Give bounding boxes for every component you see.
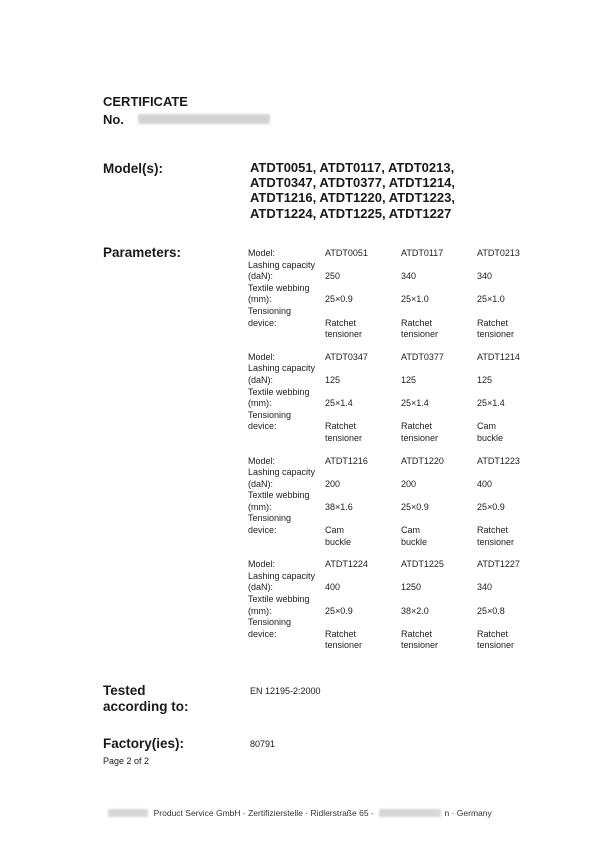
- parameter-value-cell: tensioner: [401, 640, 439, 651]
- parameter-row-label: Textile webbing: [248, 594, 310, 605]
- parameter-value-cell: [401, 387, 477, 399]
- parameter-value-cell: [477, 513, 547, 525]
- certificate-title: CERTIFICATE: [103, 94, 188, 109]
- parameter-value-cell: [325, 513, 401, 525]
- parameter-value-cell: 25×1.0: [401, 294, 429, 305]
- parameter-row-label: [248, 640, 325, 652]
- parameter-value-cell: [325, 594, 401, 606]
- parameter-value-cell: [325, 306, 401, 318]
- parameter-value-cell: Ratchet: [401, 628, 433, 639]
- models-line: ATDT0347, ATDT0377, ATDT1214,: [250, 175, 455, 191]
- parameter-row-label: (mm):: [248, 501, 272, 512]
- tested-label-line1: Tested: [103, 683, 146, 698]
- parameter-value-cell: [325, 283, 401, 295]
- parameter-value-cell: tensioner: [477, 536, 515, 547]
- parameter-value-cell: ATDT0213: [477, 248, 520, 258]
- models-label: Model(s):: [103, 161, 163, 176]
- parameter-value-cell: 25×1.4: [401, 398, 429, 409]
- tested-label: [103, 683, 189, 715]
- footer-text-part2: n · Germany: [444, 807, 492, 818]
- parameter-value-cell: Cam: [477, 421, 497, 432]
- parameter-row-label: [248, 537, 325, 549]
- parameter-value-cell: ATDT1216: [325, 455, 368, 466]
- parameter-block: [248, 352, 548, 445]
- parameter-value-cell: buckle: [477, 432, 504, 443]
- parameter-row-label: Tensioning: [248, 409, 292, 420]
- redacted-company-prefix: [108, 809, 148, 817]
- parameter-row-label: Tensioning: [248, 513, 292, 524]
- parameter-row-label: Model:: [248, 248, 276, 258]
- parameter-row-label: Tensioning: [248, 305, 292, 316]
- parameter-value-cell: 400: [477, 478, 493, 489]
- models-line: ATDT1216, ATDT1220, ATDT1223,: [250, 190, 455, 206]
- parameter-row-label: (mm):: [248, 605, 272, 616]
- parameter-row-label: (daN):: [248, 374, 274, 385]
- parameter-value-cell: [477, 571, 547, 583]
- footer-text-part1: Product Service GmbH · Zertifizierstelle · Ridlerstraße 65 ·: [153, 807, 374, 818]
- parameter-value-cell: ATDT1223: [477, 455, 520, 466]
- parameter-value-cell: Cam: [325, 525, 345, 536]
- parameter-value-cell: Ratchet: [477, 525, 509, 536]
- footer: [0, 807, 600, 818]
- parameter-value-cell: [477, 490, 547, 502]
- parameter-value-cell: [401, 467, 477, 479]
- parameter-value-cell: [477, 617, 547, 629]
- parameter-value-cell: tensioner: [325, 432, 363, 443]
- parameters-table: [248, 248, 548, 663]
- factory-label: Factory(ies):: [103, 736, 185, 751]
- parameter-value-cell: buckle: [401, 536, 428, 547]
- parameter-value-cell: 25×1.4: [325, 398, 353, 409]
- parameter-value-cell: 38×1.6: [325, 501, 353, 512]
- parameter-value-cell: [477, 260, 547, 272]
- parameter-value-cell: Ratchet: [325, 628, 357, 639]
- parameter-value-cell: [325, 410, 401, 422]
- parameter-row-label: (daN):: [248, 478, 274, 489]
- parameter-value-cell: 340: [477, 271, 493, 282]
- parameter-value-cell: 1250: [401, 582, 422, 593]
- page-number: Page 2 of 2: [103, 756, 150, 766]
- parameter-value-cell: [477, 467, 547, 479]
- parameter-value-cell: 25×0.8: [477, 605, 505, 616]
- parameter-value-cell: [401, 260, 477, 272]
- parameter-value-cell: Ratchet: [477, 628, 509, 639]
- parameter-value-cell: 25×0.9: [401, 501, 429, 512]
- parameter-row-label: (mm):: [248, 398, 272, 409]
- parameter-value-cell: [477, 306, 547, 318]
- parameter-value-cell: Cam: [401, 525, 421, 536]
- tested-label-line2: according to:: [103, 699, 189, 714]
- parameter-row-label: [248, 433, 325, 445]
- parameter-value-cell: [401, 513, 477, 525]
- parameter-row-label: device:: [248, 628, 277, 639]
- parameter-row-label: Textile webbing: [248, 282, 310, 293]
- parameter-value-cell: [401, 571, 477, 583]
- parameter-value-cell: 200: [401, 478, 417, 489]
- parameter-value-cell: ATDT0117: [401, 248, 444, 258]
- parameter-value-cell: [401, 490, 477, 502]
- parameter-value-cell: ATDT1220: [401, 455, 444, 466]
- parameter-value-cell: tensioner: [477, 640, 515, 651]
- parameter-value-cell: 125: [477, 374, 493, 385]
- parameter-value-cell: [401, 363, 477, 375]
- parameter-row-label: Model:: [248, 351, 276, 362]
- parameter-block: [248, 456, 548, 549]
- models-list: [250, 160, 550, 221]
- parameter-row-label: [248, 329, 325, 341]
- parameter-value-cell: ATDT1225: [401, 559, 444, 570]
- parameter-value-cell: [477, 594, 547, 606]
- parameter-row-label: (daN):: [248, 271, 274, 282]
- parameter-row-label: Lashing capacity: [248, 259, 316, 270]
- parameter-value-cell: [325, 260, 401, 272]
- redacted-city: [379, 809, 441, 817]
- parameter-value-cell: 125: [325, 374, 341, 385]
- parameter-row-label: Textile webbing: [248, 490, 310, 501]
- parameter-value-cell: [325, 571, 401, 583]
- parameter-value-cell: Ratchet: [401, 317, 433, 328]
- models-line: ATDT0051, ATDT0117, ATDT0213,: [250, 160, 455, 175]
- parameter-row-label: device:: [248, 421, 277, 432]
- parameter-value-cell: [325, 490, 401, 502]
- parameter-block: [248, 248, 548, 341]
- parameter-value-cell: tensioner: [401, 432, 439, 443]
- parameter-value-cell: 25×1.4: [477, 398, 505, 409]
- parameter-row-label: Model:: [248, 559, 276, 570]
- parameter-value-cell: [401, 410, 477, 422]
- parameter-row-label: Tensioning: [248, 617, 292, 628]
- parameter-value-cell: 125: [401, 374, 417, 385]
- parameter-row-label: device:: [248, 317, 277, 328]
- parameter-value-cell: 25×0.9: [325, 294, 353, 305]
- parameter-value-cell: [477, 283, 547, 295]
- parameter-value-cell: tensioner: [325, 640, 363, 651]
- parameter-value-cell: tensioner: [477, 329, 515, 340]
- parameter-value-cell: [401, 594, 477, 606]
- parameter-value-cell: [401, 306, 477, 318]
- parameter-row-label: Model:: [248, 455, 276, 466]
- factory-number: 80791: [250, 739, 276, 749]
- parameter-value-cell: [477, 387, 547, 399]
- tested-standard: EN 12195-2:2000: [250, 686, 321, 696]
- parameter-value-cell: 340: [401, 271, 417, 282]
- parameter-row-label: device:: [248, 525, 277, 536]
- parameter-value-cell: ATDT0347: [325, 351, 368, 362]
- parameter-value-cell: tensioner: [401, 329, 439, 340]
- parameter-value-cell: 340: [477, 582, 493, 593]
- parameter-row-label: (daN):: [248, 582, 274, 593]
- parameter-value-cell: ATDT0051: [325, 248, 368, 258]
- parameter-row-label: Lashing capacity: [248, 570, 316, 581]
- parameter-value-cell: tensioner: [325, 329, 363, 340]
- parameter-value-cell: [325, 363, 401, 375]
- parameter-row-label: Textile webbing: [248, 386, 310, 397]
- redacted-certificate-number: [138, 114, 270, 124]
- parameter-value-cell: 250: [325, 271, 341, 282]
- parameter-value-cell: Ratchet: [325, 317, 357, 328]
- parameter-value-cell: ATDT1214: [477, 351, 520, 362]
- parameter-row-label: Lashing capacity: [248, 467, 316, 478]
- parameter-value-cell: ATDT0377: [401, 351, 444, 362]
- certificate-number-label: No.: [103, 112, 124, 127]
- parameter-block: [248, 559, 548, 652]
- models-line: ATDT1224, ATDT1225, ATDT1227: [250, 205, 452, 221]
- parameter-value-cell: [401, 617, 477, 629]
- parameter-value-cell: ATDT1224: [325, 559, 368, 570]
- parameter-value-cell: 25×0.9: [325, 605, 353, 616]
- parameter-value-cell: 400: [325, 582, 341, 593]
- parameter-row-label: (mm):: [248, 294, 272, 305]
- parameter-value-cell: [325, 387, 401, 399]
- parameter-value-cell: [477, 363, 547, 375]
- parameter-value-cell: buckle: [325, 536, 352, 547]
- parameter-value-cell: 200: [325, 478, 341, 489]
- parameter-value-cell: 25×0.9: [477, 501, 505, 512]
- parameters-label: Parameters:: [103, 245, 182, 260]
- parameter-value-cell: [325, 467, 401, 479]
- parameter-value-cell: 25×1.0: [477, 294, 505, 305]
- parameter-value-cell: Ratchet: [401, 421, 433, 432]
- parameter-value-cell: [325, 617, 401, 629]
- parameter-value-cell: ATDT1227: [477, 559, 520, 570]
- parameter-value-cell: Ratchet: [325, 421, 357, 432]
- parameter-value-cell: 38×2.0: [401, 605, 429, 616]
- parameter-value-cell: [477, 410, 547, 422]
- parameter-value-cell: [401, 283, 477, 295]
- parameter-row-label: Lashing capacity: [248, 363, 316, 374]
- parameter-value-cell: Ratchet: [477, 317, 509, 328]
